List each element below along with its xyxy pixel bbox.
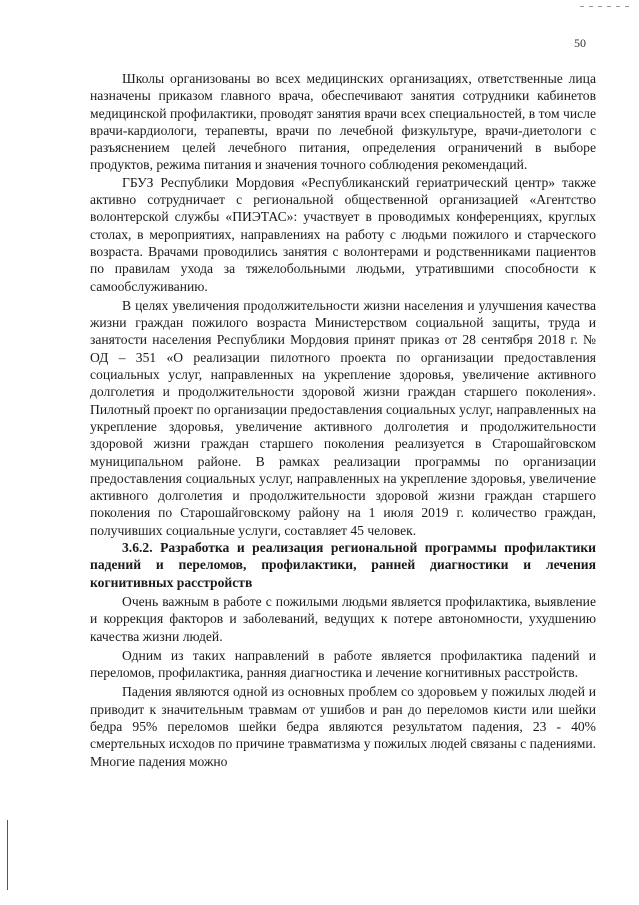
- paragraph-prevention: Очень важным в работе с пожилыми людьми является профилактика, выявление и коррекция факторов и заболеваний, ведущих к потере автономности, ухудшению качества жизни людей.: [90, 593, 596, 644]
- paragraph-pilot-project: В целях увеличения продолжительности жизни населения и улучшения качества жизни граждан пожилого возраста Министерством социальной защиты, труда и занятости населения Республики Мордовия принят приказ от 28 сентября 2018 г. № ОД – 351 «О реализации пилотного проекта по организации предоставления социальных услуг, направленных на укрепление здоровья, увеличение активного долголетия и продолжительности здоровой жизни граждан старшего поколения». Пилотный проект по организации предоставления социальных услуг, направленных на укрепление здоровья, увеличение активного долголетия и продолжительности здоровой жизни граждан старшего поколения реализуется в Старошайговском муниципальном районе. В рамках реализации программы по организации предоставления социальных услуг, направленных на укрепление здоровья, увеличение активного долголетия и продолжительности здоровой жизни граждан старшего поколения по Старошайговскому району на 1 июля 2019 г. количество граждан, получивших социальные услуги, составляет 45 человек.: [90, 297, 596, 538]
- section-heading: 3.6.2. Разработка и реализация региональной программы профилактики падений и переломов, профилактики, ранней диагностики и лечения когнитивных расстройств: [90, 540, 596, 590]
- scan-margin-line: [7, 820, 8, 890]
- scan-corner-mark: [580, 6, 630, 7]
- paragraph-directions: Одним из таких направлений в работе является профилактика падений и переломов, профилактика, ранняя диагностика и лечение когнитивных расстройств.: [90, 647, 596, 681]
- page-number: 50: [574, 36, 586, 50]
- paragraph-falls: Падения являются одной из основных проблем со здоровьем у пожилых людей и приводит к значительным травмам от ушибов и ран до переломов кисти или шейки бедра 95% переломов шейки бедра являются результатом падения, 23 - 40% смертельных исходов по причине травматизма у пожилых людей связаны с падениями. Многие падения можно: [90, 684, 596, 769]
- paragraph-geriatric-center: ГБУЗ Республики Мордовия «Республиканский гериатрический центр» также активно сотрудничает с региональной общественной организацией «Агентство волонтерской службы «ПИЭТАС»: участвует в проводимых конференциях, круглых столах, в мероприятиях, направлениях на работу с людьми пожилого и старческого возраста. Врачами проводились занятия с волонтерами и родственниками пациентов по правилам ухода за тяжелобольными людьми, утратившими способности к самообслуживанию.: [90, 174, 596, 294]
- page-content: [90, 70, 596, 770]
- paragraph-schools: Школы организованы во всех медицинских организациях, ответственные лица назначены приказом главного врача, обеспечивают занятия сотрудники кабинетов медицинской профилактики, проводят занятия врачи всех специальностей, в том числе врачи-кардиологи, терапевты, врачи по лечебной физкультуре, врачи-диетологи с разъяснением целей лечебного питания, определения ограничений в выборе продуктов, режима питания и значения точного соблюдения рекомендаций.: [90, 71, 596, 173]
